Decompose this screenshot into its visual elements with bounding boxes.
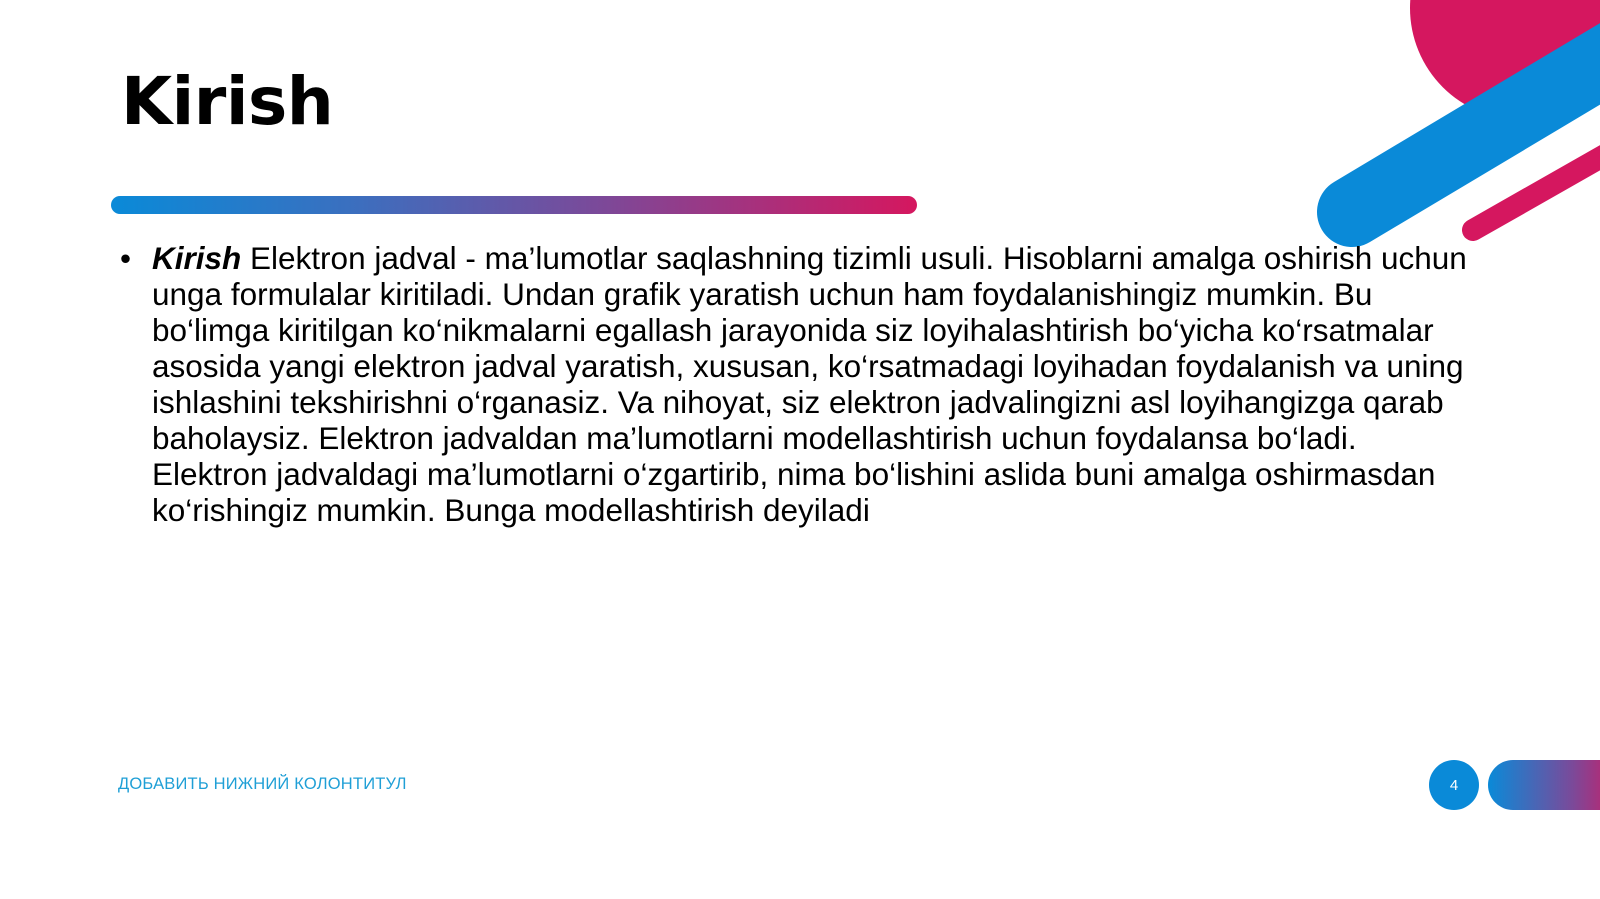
list-item (120, 240, 1470, 528)
footer-gradient-bar (1488, 760, 1600, 810)
content-list (120, 240, 1470, 528)
page-number: 4 (1449, 776, 1459, 794)
page-number-badge (1429, 760, 1479, 810)
title-underline-bar (111, 196, 917, 214)
lead-word: Kirish (152, 240, 242, 276)
slide-title: Kirish (121, 63, 334, 140)
bullet-icon: • (120, 240, 132, 276)
footer-placeholder: ДОБАВИТЬ НИЖНИЙ КОЛОНТИТУЛ (118, 775, 407, 793)
paragraph-text: Elektron jadval - ma’lumotlar saqlashning tizimli usuli. Hisoblarni amalga oshirish uchun unga formulalar kiritiladi. Undan grafik yaratish uchun ham foydalanishingiz mumkin. Bu bo‘limga kiritilgan ko‘nikmalarni egallash jarayonida siz loyihalashtirish bo‘yicha ko‘rsatmalar asosida yangi elektron jadval yaratish, xususan, ko‘rsatmadagi loyihadan foydalanish va uning ishlashini tekshirishni o‘rganasiz. Va nihoyat, siz elektron jadvalingizni asl loyihangizga qarab baholaysiz. Elektron jadvaldan ma’lumotlarni modellashtirish uchun foydalansa bo‘ladi. Elektron jadvaldagi ma’lumotlarni o‘zgartirib, nima bo‘lishini aslida buni amalga oshirmasdan ko‘rishingiz mumkin. Bunga modellashtirish deyiladi (152, 240, 1467, 528)
